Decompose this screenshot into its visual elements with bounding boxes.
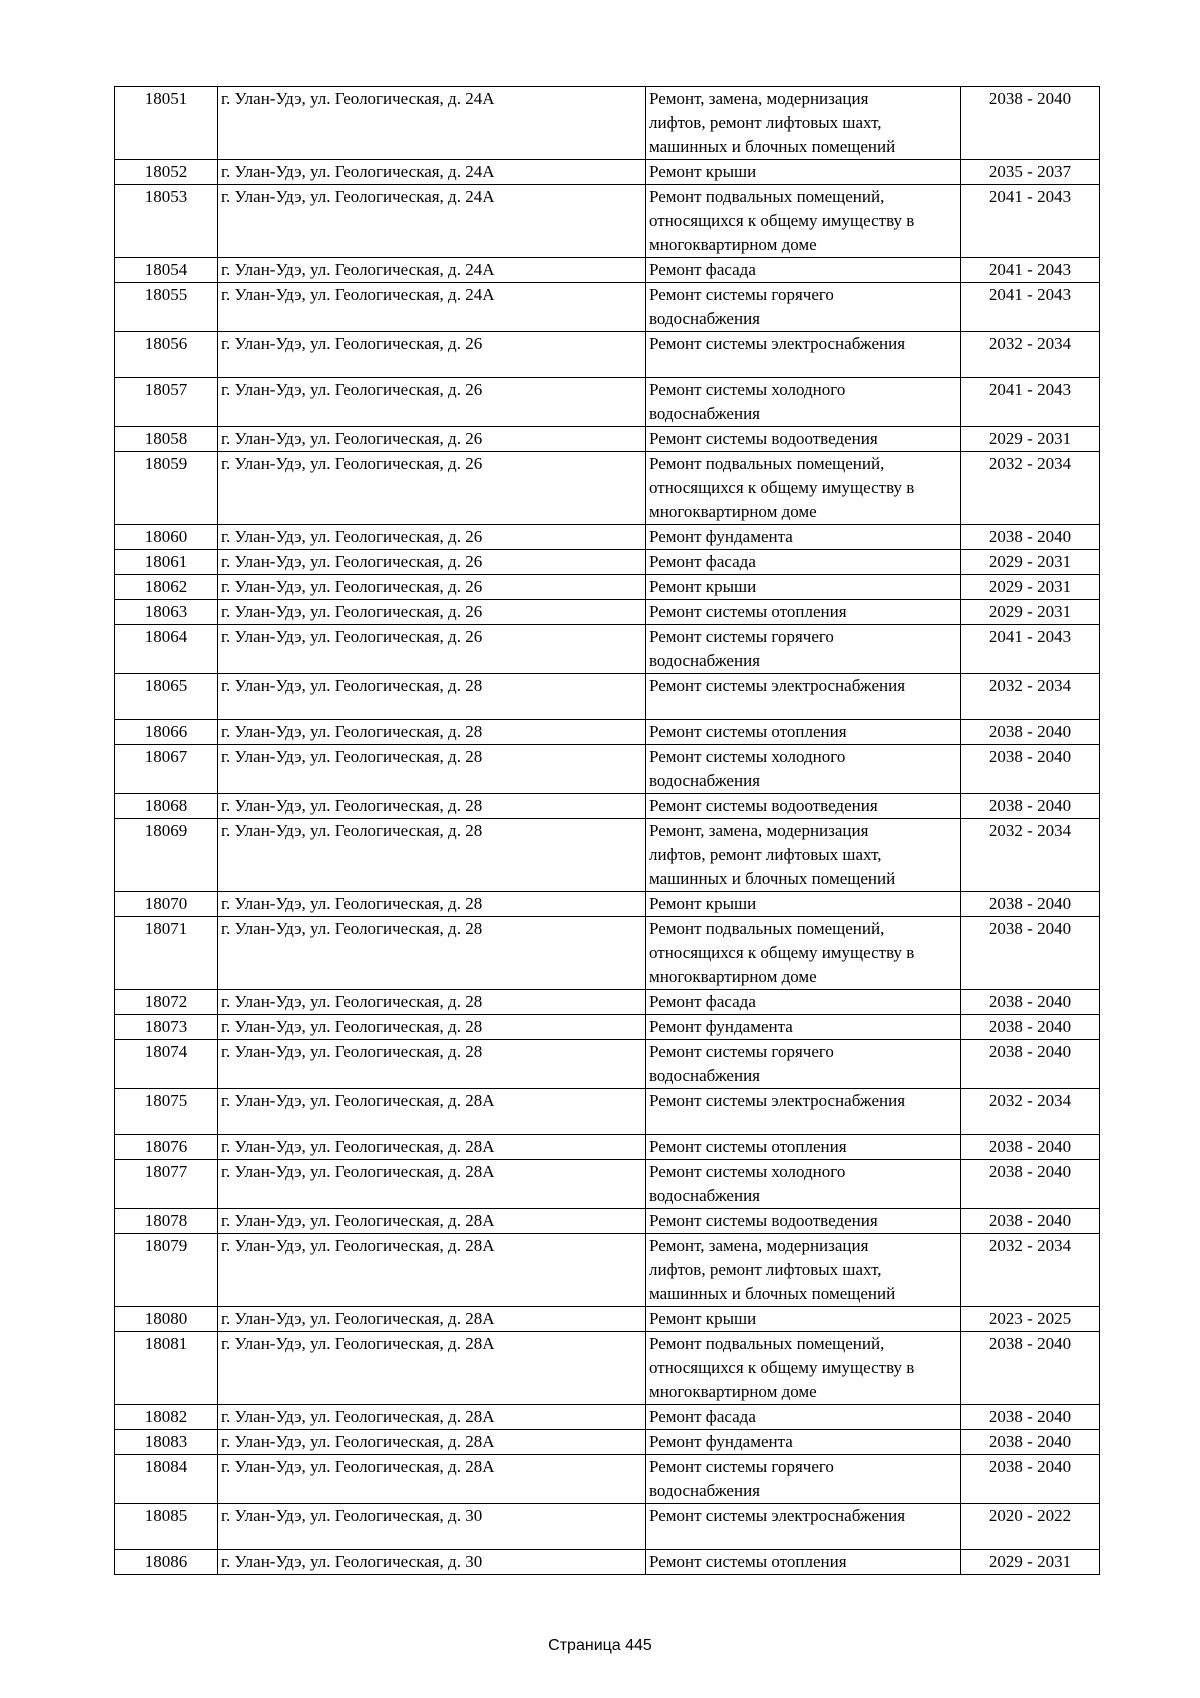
row-number-cell: 18069 [115,819,218,892]
row-number-cell: 18078 [115,1209,218,1234]
period-cell: 2041 - 2043 [961,258,1100,283]
table-row [115,258,1100,283]
period-cell: 2038 - 2040 [961,1160,1100,1209]
table-row [115,600,1100,625]
address-cell: г. Улан-Удэ, ул. Геологическая, д. 24А [218,160,646,185]
table-row [115,1550,1100,1575]
table-row [115,720,1100,745]
work-type-cell: Ремонт фасада [646,1405,961,1430]
row-number-cell: 18073 [115,1015,218,1040]
table-row [115,1430,1100,1455]
period-cell: 2038 - 2040 [961,1430,1100,1455]
address-cell: г. Улан-Удэ, ул. Геологическая, д. 28 [218,990,646,1015]
table-row [115,378,1100,427]
period-cell: 2029 - 2031 [961,427,1100,452]
work-type-cell: Ремонт фундамента [646,1015,961,1040]
table-row [115,1040,1100,1089]
row-number-cell: 18072 [115,990,218,1015]
table-row [115,1015,1100,1040]
address-cell: г. Улан-Удэ, ул. Геологическая, д. 30 [218,1504,646,1550]
work-type-cell: Ремонт системы электроснабжения [646,674,961,720]
work-type-cell: Ремонт, замена, модернизация лифтов, ремонт лифтовых шахт, машинных и блочных помещений [646,1234,961,1307]
address-cell: г. Улан-Удэ, ул. Геологическая, д. 28 [218,794,646,819]
row-number-cell: 18081 [115,1332,218,1405]
address-cell: г. Улан-Удэ, ул. Геологическая, д. 24А [218,87,646,160]
row-number-cell: 18054 [115,258,218,283]
period-cell: 2032 - 2034 [961,819,1100,892]
row-number-cell: 18057 [115,378,218,427]
period-cell: 2041 - 2043 [961,378,1100,427]
table-row [115,1332,1100,1405]
address-cell: г. Улан-Удэ, ул. Геологическая, д. 24А [218,283,646,332]
table-row [115,283,1100,332]
address-cell: г. Улан-Удэ, ул. Геологическая, д. 28 [218,745,646,794]
address-cell: г. Улан-Удэ, ул. Геологическая, д. 28 [218,674,646,720]
row-number-cell: 18051 [115,87,218,160]
table-row [115,160,1100,185]
row-number-cell: 18055 [115,283,218,332]
work-type-cell: Ремонт системы горячего водоснабжения [646,283,961,332]
address-cell: г. Улан-Удэ, ул. Геологическая, д. 26 [218,332,646,378]
table-row [115,1234,1100,1307]
table-row [115,550,1100,575]
period-cell: 2038 - 2040 [961,1209,1100,1234]
row-number-cell: 18080 [115,1307,218,1332]
work-type-cell: Ремонт системы отопления [646,1135,961,1160]
period-cell: 2035 - 2037 [961,160,1100,185]
table-row [115,819,1100,892]
table-row [115,745,1100,794]
address-cell: г. Улан-Удэ, ул. Геологическая, д. 28А [218,1089,646,1135]
address-cell: г. Улан-Удэ, ул. Геологическая, д. 28А [218,1234,646,1307]
row-number-cell: 18066 [115,720,218,745]
work-type-cell: Ремонт, замена, модернизация лифтов, ремонт лифтовых шахт, машинных и блочных помещений [646,87,961,160]
table-row [115,1455,1100,1504]
address-cell: г. Улан-Удэ, ул. Геологическая, д. 26 [218,550,646,575]
table-row [115,1209,1100,1234]
period-cell: 2038 - 2040 [961,990,1100,1015]
period-cell: 2038 - 2040 [961,1332,1100,1405]
address-cell: г. Улан-Удэ, ул. Геологическая, д. 26 [218,525,646,550]
period-cell: 2038 - 2040 [961,1135,1100,1160]
table-body [115,87,1100,1575]
row-number-cell: 18071 [115,917,218,990]
row-number-cell: 18063 [115,600,218,625]
work-type-cell: Ремонт системы электроснабжения [646,332,961,378]
row-number-cell: 18074 [115,1040,218,1089]
period-cell: 2041 - 2043 [961,625,1100,674]
work-type-cell: Ремонт фундамента [646,525,961,550]
address-cell: г. Улан-Удэ, ул. Геологическая, д. 28 [218,819,646,892]
address-cell: г. Улан-Удэ, ул. Геологическая, д. 28А [218,1160,646,1209]
work-type-cell: Ремонт системы горячего водоснабжения [646,1455,961,1504]
row-number-cell: 18070 [115,892,218,917]
period-cell: 2038 - 2040 [961,1455,1100,1504]
row-number-cell: 18062 [115,575,218,600]
address-cell: г. Улан-Удэ, ул. Геологическая, д. 24А [218,258,646,283]
address-cell: г. Улан-Удэ, ул. Геологическая, д. 28А [218,1430,646,1455]
row-number-cell: 18058 [115,427,218,452]
address-cell: г. Улан-Удэ, ул. Геологическая, д. 26 [218,427,646,452]
row-number-cell: 18083 [115,1430,218,1455]
address-cell: г. Улан-Удэ, ул. Геологическая, д. 28 [218,1015,646,1040]
period-cell: 2038 - 2040 [961,1405,1100,1430]
period-cell: 2038 - 2040 [961,87,1100,160]
table-row [115,185,1100,258]
address-cell: г. Улан-Удэ, ул. Геологическая, д. 28А [218,1209,646,1234]
table-row [115,1160,1100,1209]
work-type-cell: Ремонт крыши [646,892,961,917]
row-number-cell: 18064 [115,625,218,674]
table-row [115,1089,1100,1135]
work-type-cell: Ремонт подвальных помещений, относящихся к общему имуществу в многоквартирном доме [646,185,961,258]
address-cell: г. Улан-Удэ, ул. Геологическая, д. 26 [218,600,646,625]
work-type-cell: Ремонт системы электроснабжения [646,1089,961,1135]
row-number-cell: 18076 [115,1135,218,1160]
work-type-cell: Ремонт системы холодного водоснабжения [646,1160,961,1209]
period-cell: 2038 - 2040 [961,917,1100,990]
work-type-cell: Ремонт подвальных помещений, относящихся к общему имуществу в многоквартирном доме [646,917,961,990]
work-type-cell: Ремонт, замена, модернизация лифтов, ремонт лифтовых шахт, машинных и блочных помещений [646,819,961,892]
work-type-cell: Ремонт фасада [646,550,961,575]
address-cell: г. Улан-Удэ, ул. Геологическая, д. 26 [218,625,646,674]
period-cell: 2029 - 2031 [961,600,1100,625]
page-number: Страница 445 [548,1637,652,1654]
work-type-cell: Ремонт системы водоотведения [646,794,961,819]
work-type-cell: Ремонт фундамента [646,1430,961,1455]
row-number-cell: 18077 [115,1160,218,1209]
work-type-cell: Ремонт системы водоотведения [646,427,961,452]
work-type-cell: Ремонт крыши [646,575,961,600]
period-cell: 2020 - 2022 [961,1504,1100,1550]
work-type-cell: Ремонт фасада [646,990,961,1015]
address-cell: г. Улан-Удэ, ул. Геологическая, д. 28А [218,1455,646,1504]
work-type-cell: Ремонт системы водоотведения [646,1209,961,1234]
capital-repair-table [114,86,1100,1575]
work-type-cell: Ремонт системы отопления [646,1550,961,1575]
period-cell: 2038 - 2040 [961,720,1100,745]
period-cell: 2038 - 2040 [961,1040,1100,1089]
table-row [115,917,1100,990]
period-cell: 2041 - 2043 [961,185,1100,258]
address-cell: г. Улан-Удэ, ул. Геологическая, д. 30 [218,1550,646,1575]
period-cell: 2032 - 2034 [961,1089,1100,1135]
address-cell: г. Улан-Удэ, ул. Геологическая, д. 26 [218,575,646,600]
period-cell: 2029 - 2031 [961,1550,1100,1575]
period-cell: 2041 - 2043 [961,283,1100,332]
address-cell: г. Улан-Удэ, ул. Геологическая, д. 28 [218,1040,646,1089]
row-number-cell: 18079 [115,1234,218,1307]
work-type-cell: Ремонт фасада [646,258,961,283]
row-number-cell: 18085 [115,1504,218,1550]
work-type-cell: Ремонт системы отопления [646,720,961,745]
period-cell: 2029 - 2031 [961,575,1100,600]
table-row [115,892,1100,917]
row-number-cell: 18060 [115,525,218,550]
address-cell: г. Улан-Удэ, ул. Геологическая, д. 26 [218,452,646,525]
table-row [115,427,1100,452]
address-cell: г. Улан-Удэ, ул. Геологическая, д. 28А [218,1135,646,1160]
table-row [115,87,1100,160]
table-row [115,452,1100,525]
period-cell: 2032 - 2034 [961,1234,1100,1307]
table-row [115,1135,1100,1160]
row-number-cell: 18067 [115,745,218,794]
address-cell: г. Улан-Удэ, ул. Геологическая, д. 28А [218,1307,646,1332]
row-number-cell: 18065 [115,674,218,720]
row-number-cell: 18059 [115,452,218,525]
period-cell: 2038 - 2040 [961,794,1100,819]
row-number-cell: 18086 [115,1550,218,1575]
work-type-cell: Ремонт системы электроснабжения [646,1504,961,1550]
table-row [115,990,1100,1015]
table-row [115,674,1100,720]
table-row [115,575,1100,600]
row-number-cell: 18056 [115,332,218,378]
row-number-cell: 18068 [115,794,218,819]
work-type-cell: Ремонт крыши [646,160,961,185]
row-number-cell: 18075 [115,1089,218,1135]
address-cell: г. Улан-Удэ, ул. Геологическая, д. 28А [218,1405,646,1430]
work-type-cell: Ремонт подвальных помещений, относящихся к общему имуществу в многоквартирном доме [646,1332,961,1405]
table-row [115,1504,1100,1550]
work-type-cell: Ремонт системы горячего водоснабжения [646,1040,961,1089]
address-cell: г. Улан-Удэ, ул. Геологическая, д. 26 [218,378,646,427]
row-number-cell: 18084 [115,1455,218,1504]
period-cell: 2038 - 2040 [961,525,1100,550]
address-cell: г. Улан-Удэ, ул. Геологическая, д. 24А [218,185,646,258]
table-row [115,332,1100,378]
period-cell: 2038 - 2040 [961,1015,1100,1040]
work-type-cell: Ремонт системы холодного водоснабжения [646,378,961,427]
period-cell: 2023 - 2025 [961,1307,1100,1332]
row-number-cell: 18053 [115,185,218,258]
table-row [115,1307,1100,1332]
row-number-cell: 18061 [115,550,218,575]
row-number-cell: 18082 [115,1405,218,1430]
work-type-cell: Ремонт крыши [646,1307,961,1332]
period-cell: 2038 - 2040 [961,745,1100,794]
work-type-cell: Ремонт системы холодного водоснабжения [646,745,961,794]
work-type-cell: Ремонт системы горячего водоснабжения [646,625,961,674]
period-cell: 2032 - 2034 [961,452,1100,525]
work-type-cell: Ремонт подвальных помещений, относящихся к общему имуществу в многоквартирном доме [646,452,961,525]
period-cell: 2038 - 2040 [961,892,1100,917]
address-cell: г. Улан-Удэ, ул. Геологическая, д. 28 [218,917,646,990]
work-type-cell: Ремонт системы отопления [646,600,961,625]
table-row [115,625,1100,674]
address-cell: г. Улан-Удэ, ул. Геологическая, д. 28 [218,720,646,745]
table-row [115,525,1100,550]
period-cell: 2032 - 2034 [961,332,1100,378]
table-row [115,794,1100,819]
address-cell: г. Улан-Удэ, ул. Геологическая, д. 28А [218,1332,646,1405]
table-row [115,1405,1100,1430]
address-cell: г. Улан-Удэ, ул. Геологическая, д. 28 [218,892,646,917]
row-number-cell: 18052 [115,160,218,185]
period-cell: 2032 - 2034 [961,674,1100,720]
period-cell: 2029 - 2031 [961,550,1100,575]
